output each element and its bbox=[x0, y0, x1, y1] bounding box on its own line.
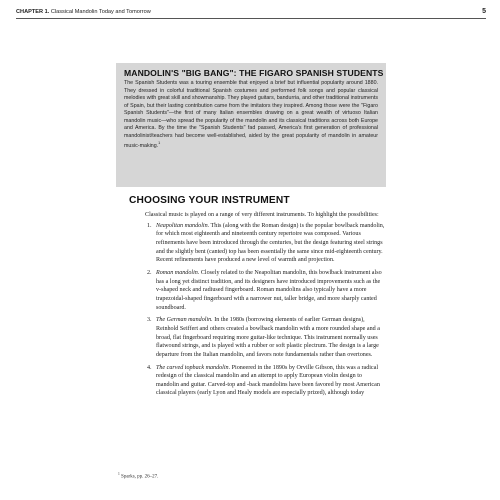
item-number: 3. bbox=[147, 317, 152, 324]
footnote-marker: 1 bbox=[118, 472, 120, 476]
running-header bbox=[16, 9, 486, 18]
sidebar-box bbox=[116, 63, 386, 187]
item-number: 2. bbox=[147, 269, 152, 276]
chapter-heading bbox=[16, 9, 151, 15]
sidebar-text bbox=[124, 80, 378, 151]
page-number: 5 bbox=[482, 8, 486, 15]
header-rule bbox=[16, 18, 486, 19]
item-number: 4. bbox=[147, 364, 152, 371]
item-term: The carved topback mandolin. bbox=[156, 364, 231, 371]
chapter-title: Classical Mandolin Today and Tomorrow bbox=[50, 9, 151, 15]
sidebar-title: MANDOLIN'S "BIG BANG": THE FIGARO SPANISH STUDENTS bbox=[124, 68, 384, 78]
sidebar-body: The Spanish Students was a touring ensemble that enjoyed a brief but influential popularity around 1880. They dressed in colorful traditional Spanish costumes and performed folk songs and popular classical melodies with great skill and showmanship. They played guitars, bandurria, and other traditional instruments of Spain, but their lasting contribution came from the imitators they inspired. Among those were the "Figaro Spanish Students"—the first of many Italian ensembles drawing on a great wealth of virtuoso Italian mandolin music—who spread the popularity of the mandolin and its classical traditions across both Europe and America. By the time the "Spanish Students" fad passed, America's first generation of professional mandolinist/teachers had become well-established, aided by the great popularity of mandolin in amateur music-making. bbox=[124, 80, 378, 150]
footnote-text: Sparks, pp. 26–27. bbox=[119, 474, 159, 480]
chapter-label: CHAPTER 1. bbox=[16, 9, 50, 15]
section-body bbox=[145, 211, 385, 402]
section-title: CHOOSING YOUR INSTRUMENT bbox=[129, 195, 290, 206]
item-text: Closely related to the Neapolitan mandolin, this bowlback instrument also has a long yet distinct tradition, and its designers have introduced improvements such as the v-shaped neck and radiused fingerboard. Roman mandolins also typically have a more trapezoidal-shaped fingerboard with a narrower nut, taller bridge, and more sharply canted soundboard. bbox=[156, 269, 382, 311]
item-term: Neapolitan mandolin. bbox=[156, 222, 210, 229]
item-number: 1. bbox=[147, 222, 152, 229]
instrument-list bbox=[145, 222, 385, 398]
list-item bbox=[145, 364, 385, 399]
item-text: Pioneered in the 1890s by Orville Gibson, this was a radical redesign of the classical mandolin and an attempt to apply European violin design to mandolin and guitar. Carved-top and -back mandolins have been favored by most American classical players (early Lyon and Healy models are especially prized), although today bbox=[156, 364, 380, 397]
item-text: This (along with the Roman design) is the popular bowlback mandolin, for which most eighteenth and nineteenth century repertoire was composed. Various refinements have been introduced through the centuries, but the design featuring steel strings and the slightly bent (canted) top has been essentially the same since mid-eighteenth century. Recent refinements have produced a new level of warmth and projection. bbox=[156, 222, 385, 264]
item-term: Roman mandolin. bbox=[156, 269, 200, 276]
list-item bbox=[145, 269, 385, 312]
footnote-ref: 1 bbox=[158, 141, 161, 146]
list-item bbox=[145, 316, 385, 359]
item-text: In the 1980s (borrowing elements of earlier German designs), Reinhold Seiffert and others created a bowlback mandolin with a more rounded shape and a broad, flat fingerboard requiring more guitar-like technique. This instrument normally uses flatwound strings, and is played with a rubber or soft plastic plectrum. The design is a large departure from the Italian mandolin, and favors note fundamentals rather than overtones. bbox=[156, 317, 380, 358]
item-term: The German mandolin. bbox=[156, 317, 213, 324]
footnote bbox=[118, 472, 158, 480]
list-item bbox=[145, 222, 385, 265]
intro-paragraph: Classical music is played on a range of very different instruments. To highlight the possibilities: bbox=[145, 212, 379, 218]
